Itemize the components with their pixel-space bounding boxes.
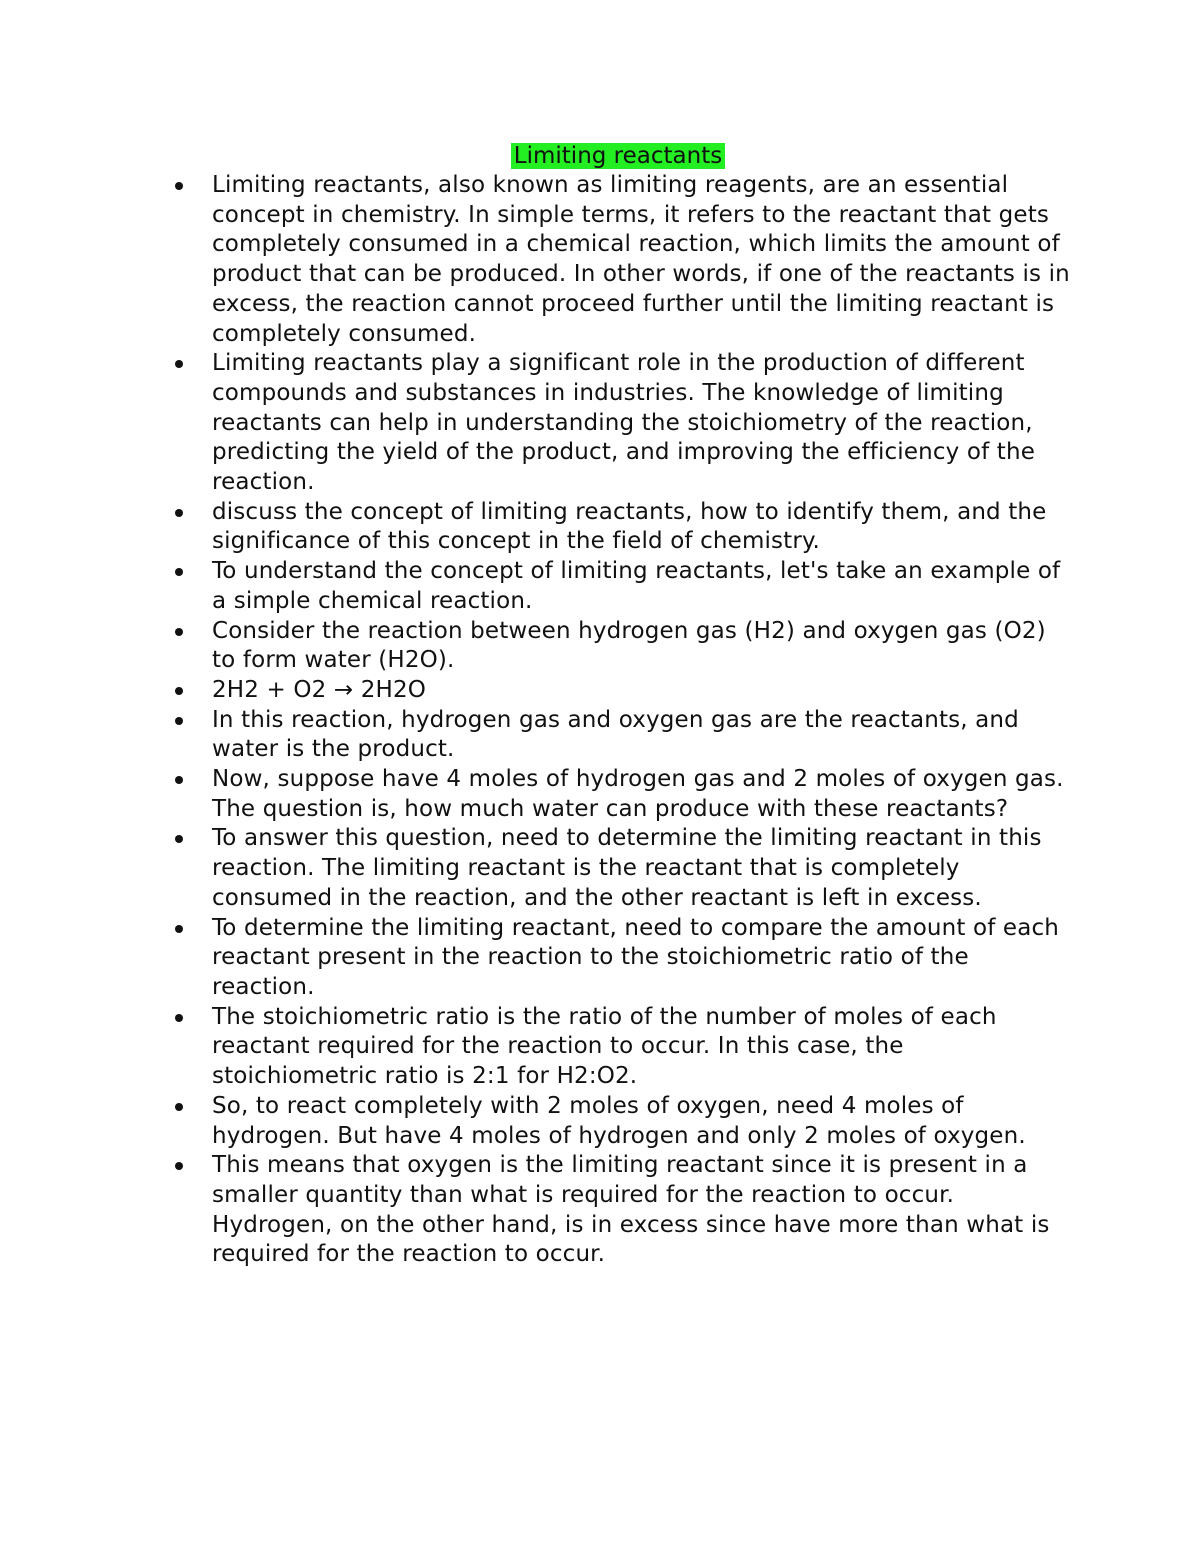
document-title: Limiting reactants: [511, 143, 725, 169]
list-item-text: This means that oxygen is the limiting reactant since it is present in a smaller quantity than what is required for the reaction to occur. Hydrogen, on the other hand, is in excess since have more than what is required for the reaction to occur.: [212, 1152, 1050, 1268]
bullet-icon: [175, 1162, 183, 1170]
list-item: [212, 824, 1072, 913]
bullet-icon: [175, 925, 183, 933]
list-item: [212, 1092, 1072, 1151]
list-item-text: Consider the reaction between hydrogen gas (H2) and oxygen gas (O2) to form water (H2O).: [212, 617, 1046, 674]
list-item-text: Limiting reactants, also known as limiting reagents, are an essential concept in chemistry. In simple terms, it refers to the reactant that gets completely consumed in a chemical reaction, which limits the amount of product that can be produced. In other words, if one of the reactants is in excess, the reaction cannot proceed further until the limiting reactant is completely consumed.: [212, 172, 1070, 347]
list-item-text: 2H2 + O2 → 2H2O: [212, 676, 427, 703]
bullet-icon: [175, 628, 183, 636]
list-item-text: Now, suppose have 4 moles of hydrogen gas and 2 moles of oxygen gas. The question is, how much water can produce with these reactants?: [212, 766, 1064, 822]
bullet-icon: [175, 835, 183, 843]
bullet-icon: [175, 568, 183, 576]
bullet-icon: [175, 1103, 183, 1111]
list-item: [212, 765, 1072, 824]
bullet-icon: [175, 717, 183, 725]
bullet-icon: [175, 182, 183, 190]
list-item-text: discuss the concept of limiting reactants, how to identify them, and the significance of this concept in the field of chemistry.: [212, 498, 1047, 555]
list-item: [212, 914, 1072, 1003]
list-item-text: To understand the concept of limiting reactants, let's take an example of a simple chemical reaction.: [212, 558, 1061, 614]
list-item: [212, 171, 1072, 349]
list-item: [212, 706, 1072, 765]
list-item-text: So, to react completely with 2 moles of oxygen, need 4 moles of hydrogen. But have 4 moles of hydrogen and only 2 moles of oxygen.: [212, 1092, 1026, 1149]
list-item: [212, 617, 1072, 676]
list-item: [212, 1003, 1072, 1092]
title-row: [0, 140, 1200, 172]
list-item: [212, 1151, 1072, 1270]
list-item-text: To determine the limiting reactant, need to compare the amount of each reactant present in the reaction to the stoichiometric ratio of the reaction.: [212, 914, 1060, 1000]
bullet-list: [212, 171, 1072, 1270]
list-item: [212, 498, 1072, 557]
list-item: [212, 557, 1072, 616]
list-item-text: Limiting reactants play a significant role in the production of different compounds and substances in industries. The knowledge of limiting reactants can help in understanding the stoichiometry of the reaction, predicting the yield of the product, and improving the efficiency of the reaction.: [212, 350, 1035, 496]
bullet-icon: [175, 360, 183, 368]
bullet-icon: [175, 509, 183, 517]
list-item-text: To answer this question, need to determine the limiting reactant in this reaction. The limiting reactant is the reactant that is completely consumed in the reaction, and the other reactant is left in excess.: [212, 825, 1042, 911]
list-item: [212, 676, 1072, 706]
list-item: [212, 349, 1072, 498]
bullet-icon: [175, 687, 183, 695]
bullet-icon: [175, 1014, 183, 1022]
list-item-text: The stoichiometric ratio is the ratio of the number of moles of each reactant required for the reaction to occur. In this case, the stoichiometric ratio is 2:1 for H2:O2.: [212, 1003, 997, 1090]
bullet-icon: [175, 776, 183, 784]
list-item-text: In this reaction, hydrogen gas and oxygen gas are the reactants, and water is the product.: [212, 706, 1019, 763]
